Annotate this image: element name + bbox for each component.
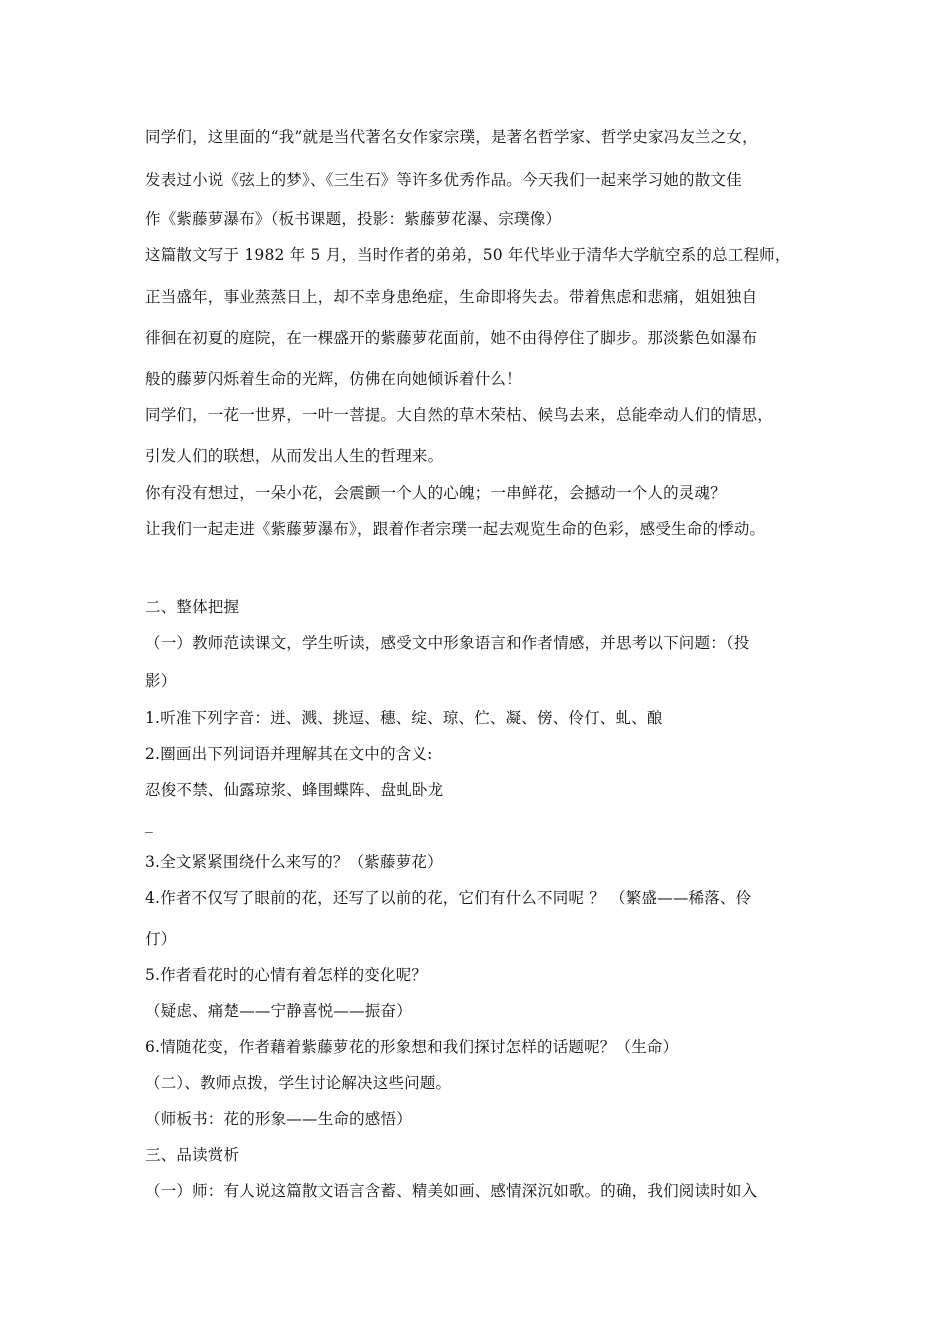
section-heading: 三、品读赏析 — [145, 1146, 240, 1164]
paragraph-line: 引发人们的联想，从而发出人生的哲理来。 — [145, 447, 444, 465]
list-item: 1.听准下列字音：迸、溅、挑逗、穗、绽、琼、伫、凝、傍、伶仃、虬、酿 — [145, 709, 663, 727]
list-item: 3.全文紧紧围绕什么来写的？（紫藤萝花） — [145, 853, 443, 871]
paragraph-line: 发表过小说《弦上的梦》、《三生石》等许多优秀作品。今天我们一起来学习她的散文佳 — [145, 171, 742, 189]
section-heading: 二、整体把握 — [145, 598, 240, 616]
list-item: 2.圈画出下列词语并理解其在文中的含义: — [145, 745, 433, 763]
paragraph-line: 般的藤萝闪烁着生命的光辉，仿佛在向她倾诉着什么！ — [145, 370, 522, 388]
paragraph-line: 正当盛年，事业蒸蒸日上，却不幸身患绝症，生命即将失去。带着焦虑和悲痛，姐姐独自 — [145, 288, 758, 306]
paragraph-line: 作《紫藤萝瀑布》（板书课题，投影：紫藤萝花瀑、宗璞像） — [145, 210, 562, 228]
list-item: 5.作者看花时的心情有着怎样的变化呢？ — [145, 966, 428, 984]
paragraph-line: 仃） — [145, 930, 177, 948]
paragraph-line: 影） — [145, 672, 177, 690]
list-item: 4.作者不仅写了眼前的花，还写了以前的花，它们有什么不同呢 ？ （繁盛——稀落、伶 — [145, 889, 752, 907]
paragraph-line: 同学们，一花一世界，一叶一菩提。大自然的草木荣枯、候鸟去来，总能牵动人们的情思， — [145, 406, 774, 424]
list-item: 6.情随花变，作者藉着紫藤萝花的形象想和我们探讨怎样的话题呢？（生命） — [145, 1038, 679, 1056]
paragraph-line: （疑虑、痛楚——宁静喜悦——振奋） — [145, 1002, 412, 1020]
underscore-mark: _ — [145, 815, 153, 833]
paragraph-line: 同学们，这里面的“我”就是当代著名女作家宗璞，是著名哲学家、哲学史家冯友兰之女， — [145, 128, 758, 146]
paragraph-line: 让我们一起走进《紫藤萝瀑布》，跟着作者宗璞一起去观览生命的色彩，感受生命的悸动。 — [145, 520, 766, 538]
paragraph-line: （一）师：有人说这篇散文语言含蓄、精美如画、感情深沉如歌。的确，我们阅读时如入 — [145, 1182, 758, 1200]
paragraph-line: 忍俊不禁、仙露琼浆、蜂围蝶阵、盘虬卧龙 — [145, 781, 444, 799]
paragraph-line: （师板书：花的形象——生命的感悟） — [145, 1110, 412, 1128]
paragraph-line: 这篇散文写于 1982 年 5 月，当时作者的弟弟，50 年代毕业于清华大学航空系的总工程师， — [145, 246, 791, 264]
paragraph-line: 徘徊在初夏的庭院，在一棵盛开的紫藤萝花面前，她不由得停住了脚步。那淡紫色如瀑布 — [145, 329, 758, 347]
paragraph-line: 你有没有想过，一朵小花，会震颤一个人的心魄；一串鲜花，会撼动一个人的灵魂？ — [145, 484, 726, 502]
paragraph-line: （二）、教师点拨，学生讨论解决这些问题。 — [145, 1074, 452, 1092]
paragraph-line: （一）教师范读课文，学生听读，感受文中形象语言和作者情感，并思考以下问题：（投 — [145, 634, 750, 652]
